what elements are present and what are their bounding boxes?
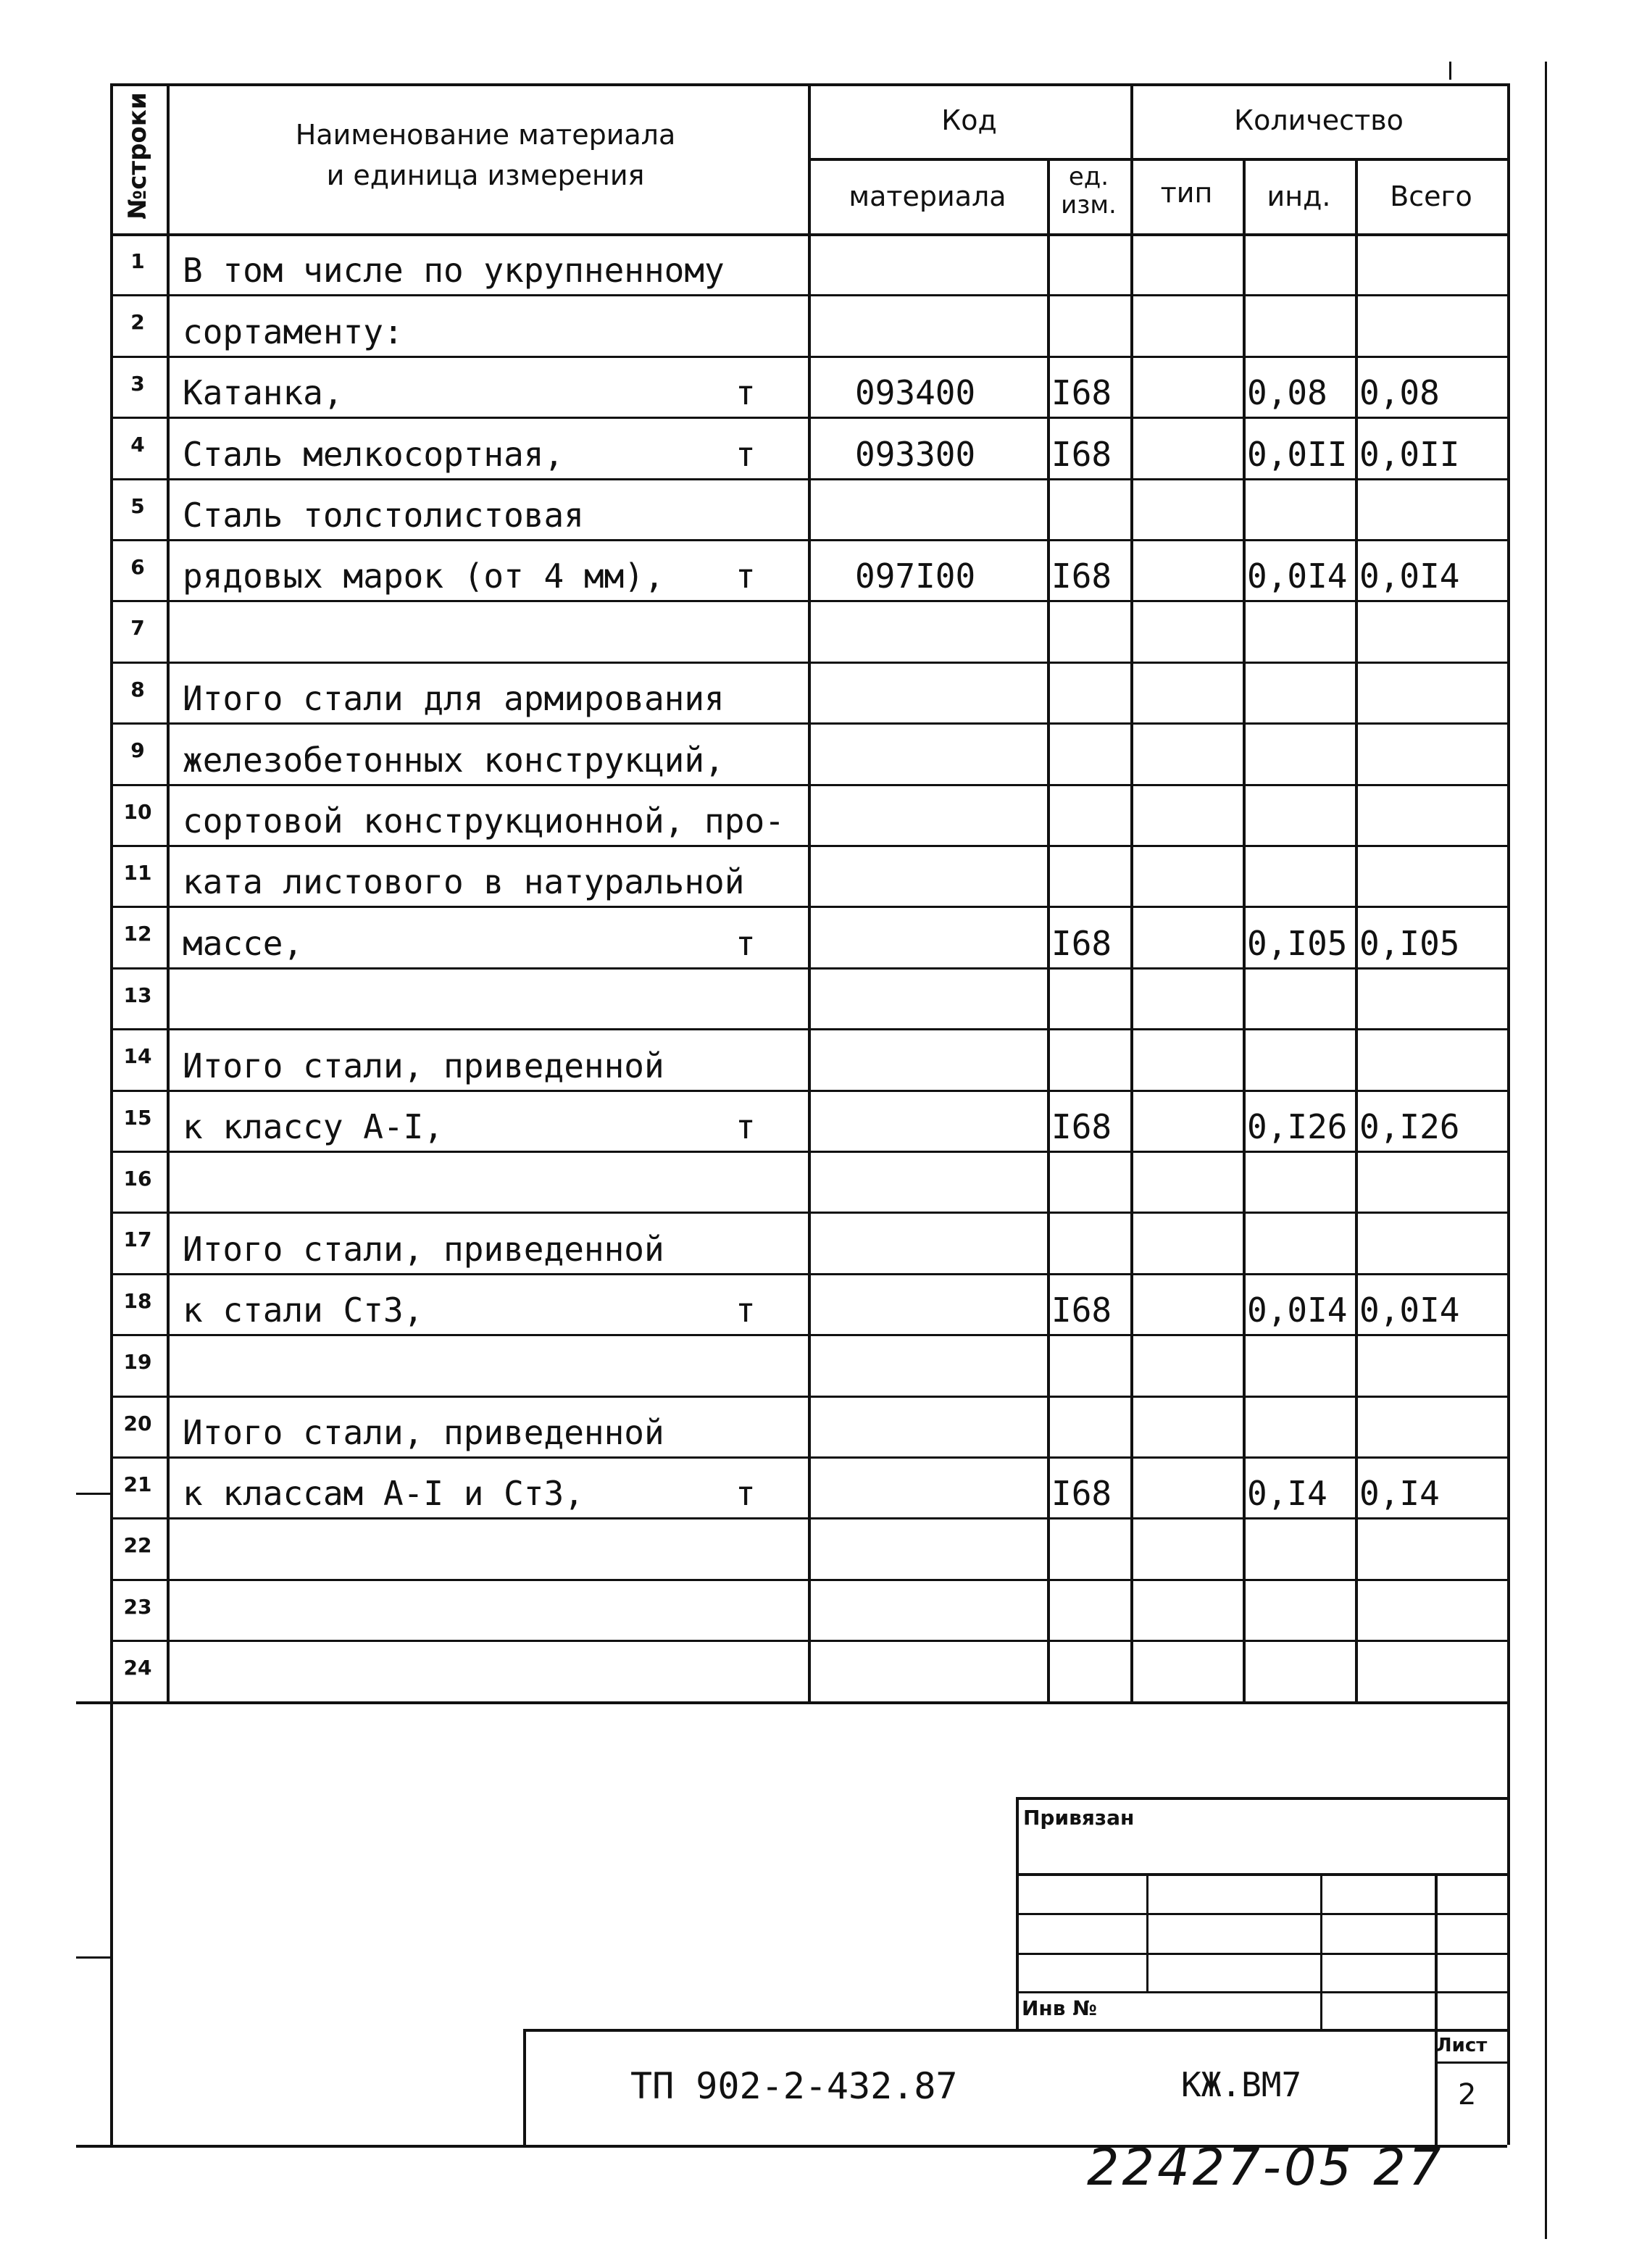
row-name: Итого стали, приведенной [183,1413,664,1452]
tb-rule [1016,1991,1507,1993]
row-rule [110,662,1507,664]
tb-rule [1320,1873,1322,2029]
row-rule [110,1334,1507,1336]
row-unit-code: I68 [1051,923,1112,963]
row-rule [110,294,1507,296]
row-rule [110,1273,1507,1275]
row-number: 20 [123,1411,152,1435]
row-number: 18 [123,1288,152,1313]
row-name: рядовых марок (от 4 мм), [183,556,664,596]
tb-rule [1016,1873,1507,1876]
row-rule [110,1151,1507,1153]
row-unit: т [735,1291,756,1330]
header-rownum: №строки [123,92,152,220]
row-unit: т [735,556,756,596]
row-qty-total: 0,I4 [1359,1474,1440,1514]
row-number: 4 [130,433,145,457]
row-qty-total: 0,I26 [1359,1107,1460,1146]
row-name: Итого стали для армирования [183,679,725,719]
row-unit: т [735,434,756,474]
row-number: 15 [123,1105,152,1130]
row-number: 14 [123,1044,152,1069]
row-qty-ind: 0,I05 [1247,923,1348,963]
row-qty-ind: 0,0I4 [1247,1291,1348,1330]
row-unit-code: I68 [1051,556,1112,596]
row-name: массе, [183,923,304,963]
row-number: 21 [123,1472,152,1496]
row-rule [110,356,1507,358]
row-code: 093300 [855,434,976,474]
row-qty-ind: 0,0I4 [1247,556,1348,596]
tb-rule [1016,1913,1507,1915]
header-mid-rule [808,158,1507,161]
row-number: 12 [123,922,152,946]
header-qty-ind: инд. [1267,180,1331,212]
row-qty-ind: 0,I26 [1247,1107,1348,1146]
row-rule [110,845,1507,847]
row-name: железобетонных конструкций, [183,740,725,780]
header-quantity: Количество [1234,104,1404,136]
row-rule [110,784,1507,786]
row-name: сортаменту: [183,312,404,351]
row-unit-code: I68 [1051,1291,1112,1330]
row-qty-total: 0,I05 [1359,923,1460,963]
row-name: Итого стали, приведенной [183,1046,664,1085]
row-unit-code: I68 [1051,373,1112,413]
row-qty-ind: 0,I4 [1247,1474,1327,1514]
row-rule [110,1579,1507,1581]
margin-tick [76,1956,110,1959]
row-rule [110,722,1507,725]
col-rule [1243,158,1246,1701]
row-unit: т [735,1474,756,1514]
row-number: 7 [130,616,145,641]
sheet-edge-right [1545,62,1547,2239]
tb-rule [1435,2061,1507,2064]
row-number: 8 [130,677,145,701]
row-name: Катанка, [183,373,343,413]
row-name: сортовой конструкционной, про- [183,801,785,841]
header-name [167,120,804,191]
row-rule [110,600,1507,602]
tb-rule [1016,1797,1019,2029]
row-rule [110,967,1507,970]
row-rule [110,1090,1507,1092]
row-number: 24 [123,1656,152,1680]
row-unit: т [735,1107,756,1146]
header-unit-line2: изм. [1061,191,1117,220]
row-name: к стали Ст3, [183,1291,424,1330]
row-qty-total: 0,08 [1359,373,1440,413]
row-code: 093400 [855,373,976,413]
row-rule [110,417,1507,419]
privyazan-label: Привязан [1023,1806,1135,1830]
row-unit-code: I68 [1051,1474,1112,1514]
row-number: 17 [123,1227,152,1252]
header-code-material: материала [849,180,1006,212]
row-number: 13 [123,983,152,1007]
row-number: 5 [130,493,145,518]
inv-no-label: Инв № [1022,1996,1097,2020]
row-number: 2 [130,310,145,335]
row-unit: т [735,923,756,963]
row-number: 22 [123,1533,152,1558]
row-rule [110,478,1507,480]
header-qty-type: тип [1160,177,1213,209]
header-code: Код [941,104,997,136]
header-qty-total: Всего [1390,180,1472,212]
tb-rule [523,2029,1507,2032]
row-name: В том числе по укрупненному [183,251,725,291]
row-number: 11 [123,861,152,885]
tb-rule [1146,1873,1148,1991]
doc-mark: КЖ.ВМ7 [1181,2065,1302,2104]
row-number: 19 [123,1350,152,1375]
header-unit-line1: ед. [1068,162,1109,191]
row-rule [110,1701,1507,1704]
tb-rule [1016,1797,1507,1800]
row-rule [110,1517,1507,1519]
row-rule [110,1640,1507,1642]
top-tick [1449,62,1451,80]
row-name: к классу А-I, [183,1107,444,1146]
row-number: 3 [130,371,145,396]
row-qty-ind: 0,08 [1247,373,1327,413]
row-number: 6 [130,555,145,579]
tb-rule [1435,1873,1438,2145]
sheet-number: 2 [1458,2078,1477,2111]
row-qty-total: 0,0I4 [1359,556,1460,596]
header-name-line1: Наименование материала [295,119,676,151]
header-code-unit [1047,163,1130,220]
row-qty-ind: 0,0II [1247,434,1348,474]
row-unit-code: I68 [1051,434,1112,474]
stamp-number: 22427-05 27 [1087,2138,1444,2197]
tb-rule [1016,1953,1507,1955]
row-number: 1 [130,249,145,273]
row-name: к классам А-I и Ст3, [183,1474,584,1514]
row-rule [110,906,1507,908]
sheet-label: Лист [1436,2035,1488,2056]
row-rule [110,1028,1507,1030]
col-rule [1355,158,1358,1701]
row-number: 9 [130,738,145,763]
row-unit: т [735,373,756,413]
row-name: Сталь толстолистовая [183,496,584,535]
row-qty-total: 0,0II [1359,434,1460,474]
row-rule [110,1396,1507,1398]
doc-code: ТП 902-2-432.87 [630,2065,958,2107]
row-number: 10 [123,799,152,824]
row-unit-code: I68 [1051,1107,1112,1146]
margin-tick [76,1493,110,1495]
row-number: 23 [123,1594,152,1619]
row-rule [110,1212,1507,1214]
row-name: ката листового в натуральной [183,862,745,902]
sheet-frame-left [110,1701,113,2145]
row-rule [110,539,1507,541]
row-name: Итого стали, приведенной [183,1229,664,1269]
row-code: 097I00 [855,556,976,596]
row-rule [110,1456,1507,1459]
row-qty-total: 0,0I4 [1359,1291,1460,1330]
row-number: 16 [123,1167,152,1191]
sheet-frame-right [1507,83,1510,2145]
tb-rule [523,2029,526,2145]
header-name-line2: и единица измерения [326,159,645,191]
row-name: Сталь мелкосортная, [183,434,564,474]
col-rule [1047,158,1050,1701]
